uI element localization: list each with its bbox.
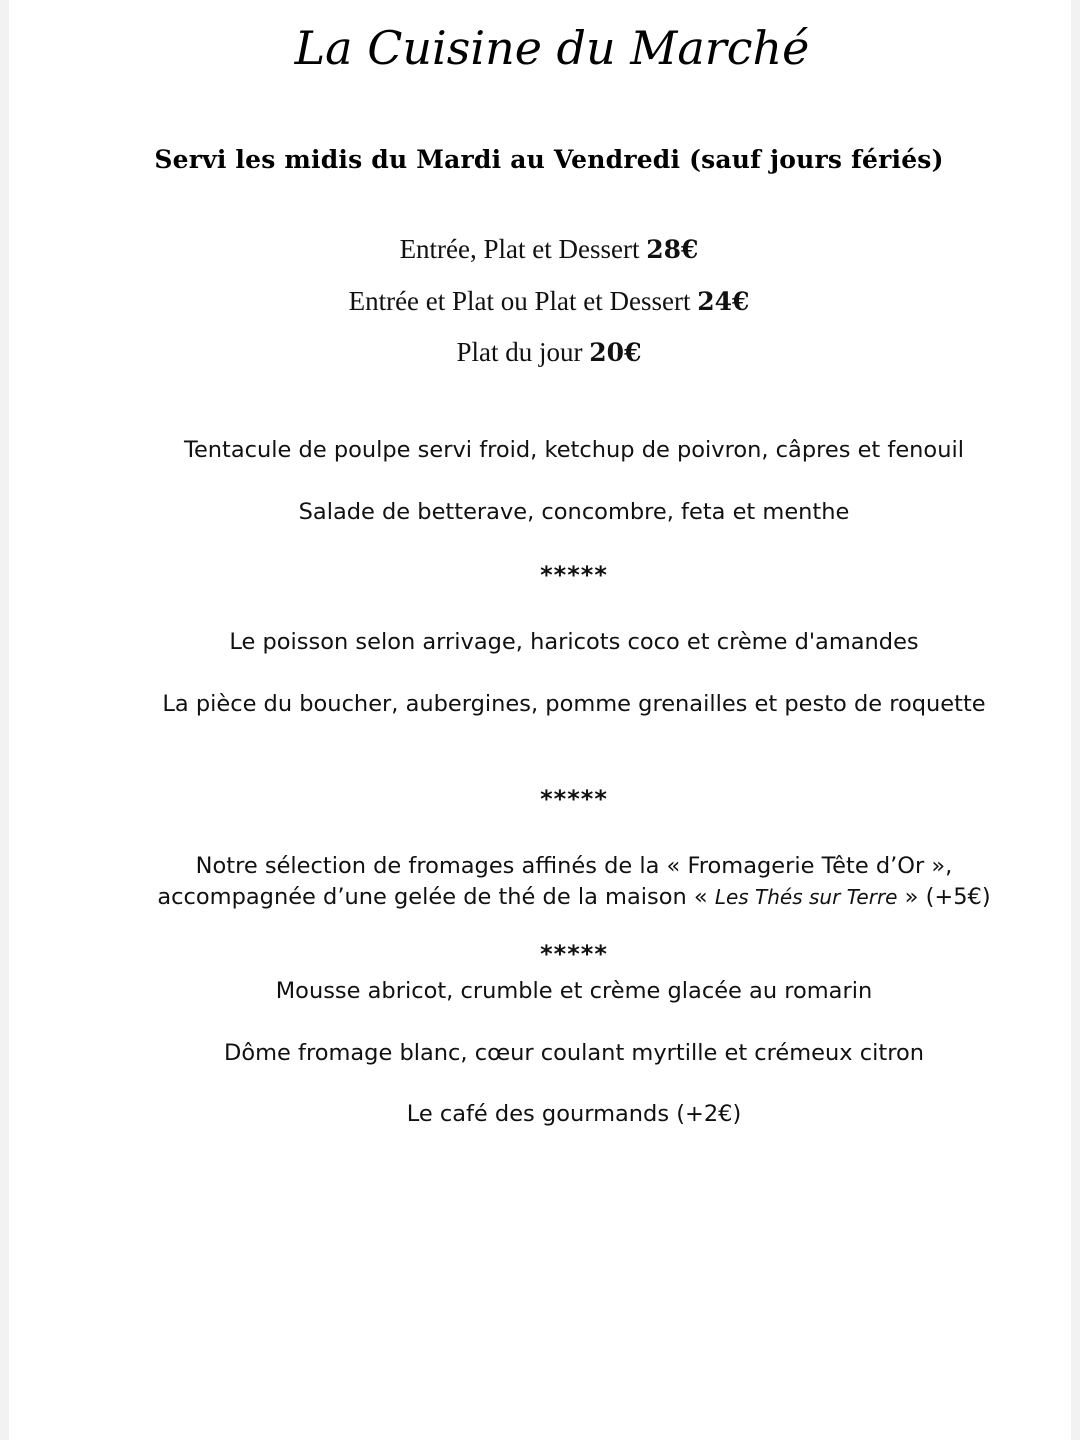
main-item: La pièce du boucher, aubergines, pomme grenailles et pesto de roquette (162, 691, 986, 717)
service-hours: Servi les midis du Mardi au Vendredi (sauf jours fériés) (154, 145, 944, 174)
tea-house-name: Les Thés sur Terre (714, 885, 898, 909)
formula-label: Entrée et Plat ou Plat et Dessert (348, 286, 691, 316)
cheese-line2-suffix: » (+5€) (897, 884, 991, 910)
starter-item: Tentacule de poulpe servi froid, ketchup de poivron, câpres et fenouil (184, 437, 964, 463)
formula-label: Entrée, Plat et Dessert (399, 234, 640, 264)
starter-item: Salade de betterave, concombre, feta et menthe (298, 499, 850, 525)
dessert-item: Le café des gourmands (+2€) (406, 1101, 742, 1127)
cheese-item-line2 (9, 881, 1080, 913)
cheese-item-line1: Notre sélection de fromages affinés de la « Fromagerie Tête d’Or », (195, 853, 953, 879)
formula-label: Plat du jour (456, 337, 583, 367)
course-separator: ***** (540, 785, 608, 813)
formula-price: 28€ (646, 235, 699, 264)
restaurant-title: La Cuisine du Marché (294, 21, 810, 75)
course-separator: ***** (540, 940, 608, 968)
formula-three-courses (9, 231, 1080, 268)
dessert-item: Dôme fromage blanc, cœur coulant myrtille et crémeux citron (224, 1040, 924, 1066)
dessert-item: Mousse abricot, crumble et crème glacée au romarin (275, 978, 873, 1004)
main-item: Le poisson selon arrivage, haricots coco et crème d'amandes (229, 629, 919, 655)
course-separator: ***** (540, 561, 608, 589)
formula-plat-du-jour (9, 334, 1080, 371)
menu-page (9, 0, 1071, 1440)
cheese-line2-prefix: accompagnée d’une gelée de thé de la maison « (157, 884, 715, 910)
formula-price: 20€ (589, 338, 642, 367)
formula-price: 24€ (697, 287, 750, 316)
formula-two-courses (9, 283, 1080, 320)
